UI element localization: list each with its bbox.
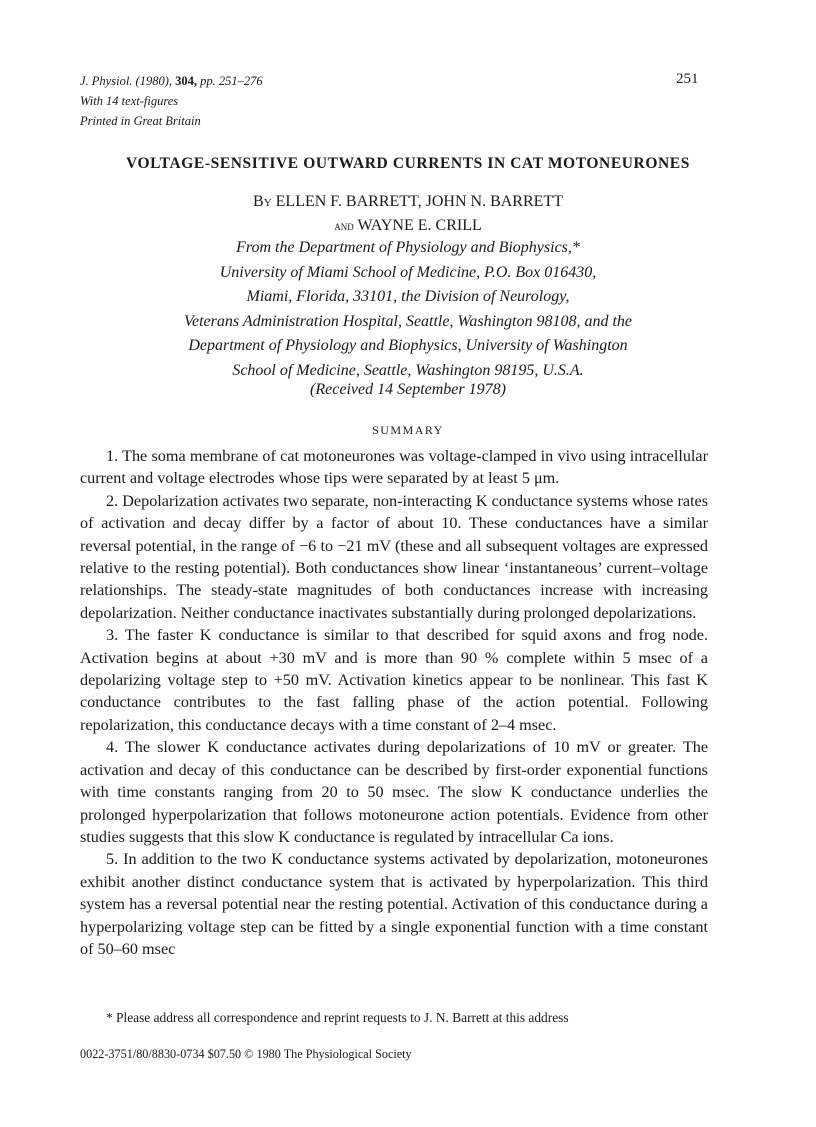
figures-note: With 14 text-figures bbox=[80, 94, 179, 108]
copyright-line: 0022-3751/80/8830-0734 $07.50 © 1980 The Physiological Society bbox=[80, 1047, 412, 1061]
correspondence-footnote: * Please address all correspondence and reprint requests to J. N. Barrett at this address bbox=[106, 1010, 569, 1025]
summary-paragraph-2: 2. Depolarization activates two separate, non-interacting K conductance systems whose rates of activation and decay differ by a factor of about 10. These conductances have a similar reversal potential, in the range of −6 to −21 mV (these and all subsequent voltages are expressed relative to the resting potential). Both conductances show linear ‘instantaneous’ current–voltage relationships. The steady-state magnitudes of both conductances increase with increasing depolarization. Neither conductance inactivates substantially during prolonged depolarizations. bbox=[80, 491, 708, 622]
page-number: 251 bbox=[676, 71, 699, 87]
affiliation-line: Veterans Administration Hospital, Seattle, Washington 98108, and the bbox=[184, 312, 632, 330]
journal-name: J. Physiol. bbox=[80, 74, 133, 88]
summary-paragraph-4: 4. The slower K conductance activates during depolarizations of 10 mV or greater. The activation and decay of this conductance can be described by first-order exponential functions with time constants ranging from 20 to 50 msec. The slow K conductance underlies the prolonged hyperpolarization that follows motoneurone action potentials. Evidence from other studies suggests that this slow K conductance is regulated by intracellular Ca ions. bbox=[80, 738, 708, 846]
authors-line-1: ELLEN F. BARRETT, JOHN N. BARRETT bbox=[275, 193, 563, 210]
affiliation-line: School of Medicine, Seattle, Washington 98195, U.S.A. bbox=[232, 361, 584, 379]
journal-pages: pp. 251–276 bbox=[200, 74, 263, 88]
summary-paragraph-3: 3. The faster K conductance is similar to that described for squid axons and frog node. Activation begins at about +30 mV and is more than 90 % complete within 5 msec of a depolarizing voltage step to +50 mV. Activation kinetics appear to be nonlinear. This fast K conductance contributes to the fast falling phase of the action potential. Following repolarization, this conductance decays with a time constant of 2–4 msec. bbox=[80, 626, 708, 734]
citation-line bbox=[80, 71, 263, 91]
summary-body bbox=[80, 445, 708, 960]
received-date: (Received 14 September 1978) bbox=[310, 381, 506, 398]
printed-note: Printed in Great Britain bbox=[80, 114, 201, 128]
authors-line-2: WAYNE E. CRILL bbox=[357, 217, 482, 234]
summary-paragraph-1: 1. The soma membrane of cat motoneurones was voltage-clamped in vivo using intracellular current and voltage electrodes whose tips were separated by at least 5 μm. bbox=[80, 447, 708, 488]
affiliation-line: University of Miami School of Medicine, P.O. Box 016430, bbox=[219, 263, 597, 281]
summary-paragraph-5: 5. In addition to the two K conductance systems activated by depolarization, motoneurones exhibit another distinct conductance system that is activated by hyperpolarization. This third system has a reversal potential near the resting potential. Activation of this conductance during a hyperpolarizing voltage step can be fitted by a single exponential function with a time constant of 50–60 msec bbox=[80, 850, 708, 958]
journal-volume: 304, bbox=[175, 74, 197, 88]
affiliation-line: Department of Physiology and Biophysics, University of Washington bbox=[188, 337, 628, 354]
article-title: VOLTAGE-SENSITIVE OUTWARD CURRENTS IN CAT MOTONEURONES bbox=[126, 155, 690, 172]
affiliation-line: From the Department of Physiology and Biophysics,* bbox=[236, 239, 580, 256]
journal-year: (1980), bbox=[135, 74, 172, 88]
affiliation-block bbox=[0, 236, 816, 383]
author-block bbox=[0, 190, 816, 238]
summary-heading: SUMMARY bbox=[372, 423, 444, 437]
affiliation-line: Miami, Florida, 33101, the Division of Neurology, bbox=[246, 288, 570, 305]
and-word: and bbox=[334, 219, 354, 233]
running-header bbox=[80, 71, 263, 131]
by-word: By bbox=[253, 193, 272, 210]
